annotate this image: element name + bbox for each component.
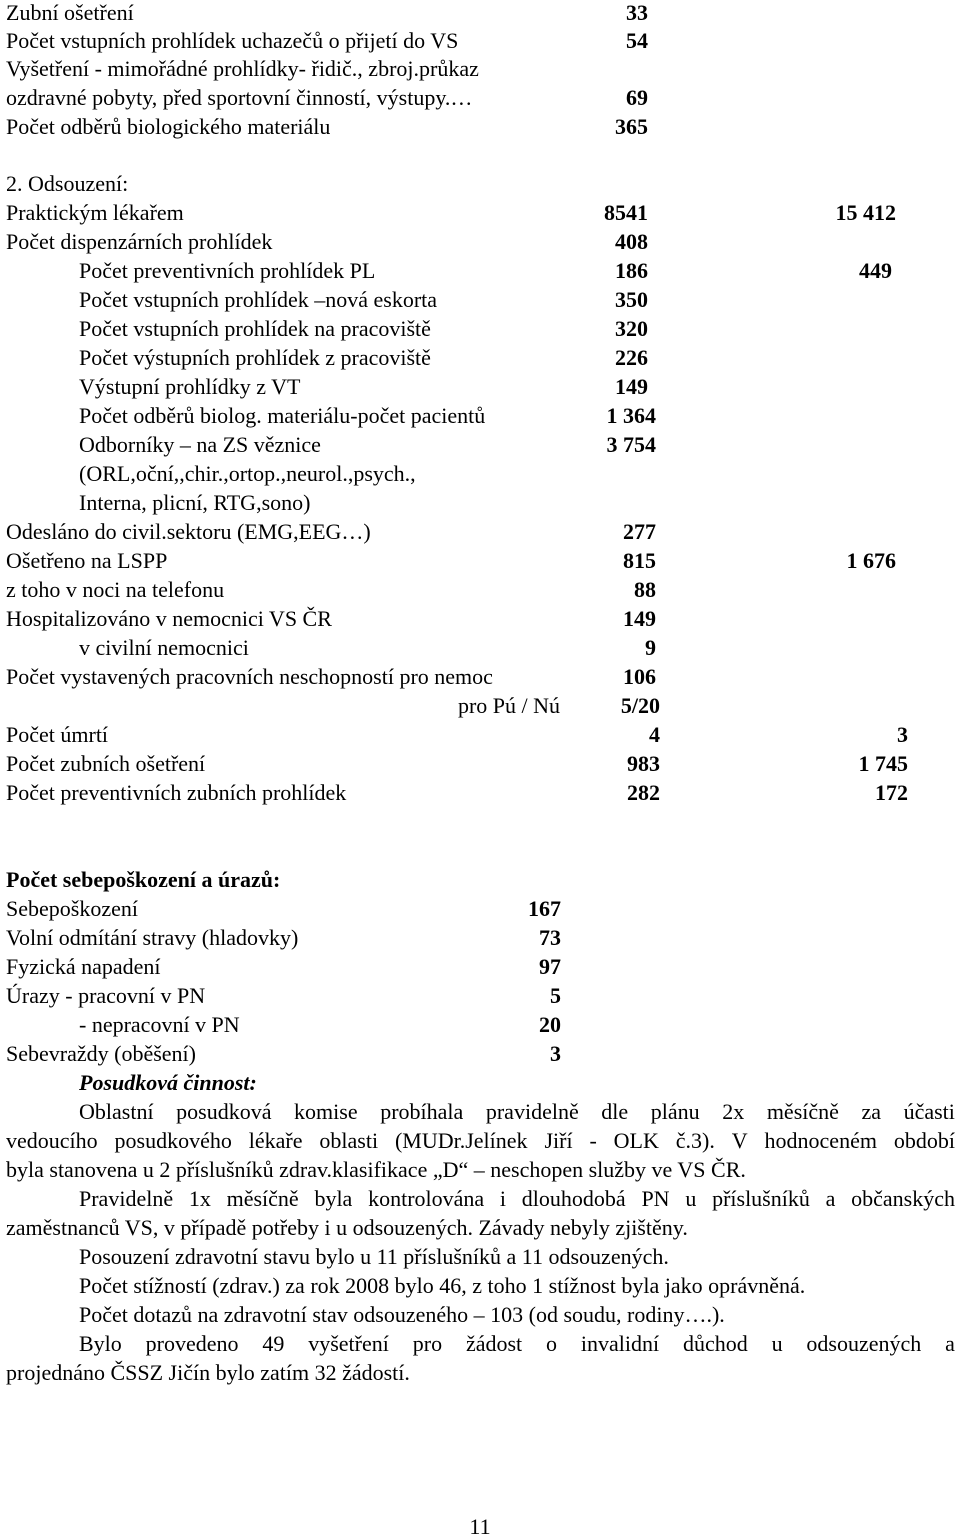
row-label: Odesláno do civil.sektoru (EMG,EEG…): [6, 519, 371, 544]
row-label: Praktickým lékařem: [6, 200, 184, 225]
row-value: 106: [623, 664, 656, 689]
word: hodnoceném: [764, 1128, 877, 1153]
row-label: ozdravné pobyty, před sportovní činností, výstupy.…: [6, 85, 473, 110]
word: plánu: [650, 1099, 700, 1124]
word: a: [945, 1331, 955, 1356]
row-label: Počet preventivních zubních prohlídek: [6, 780, 347, 805]
word: oblasti: [319, 1128, 379, 1153]
word: PN: [641, 1186, 670, 1211]
row-value: 5/20: [620, 693, 660, 718]
row-extra: 1 676: [846, 548, 896, 573]
word: 49: [262, 1331, 285, 1356]
word: občanských: [851, 1186, 955, 1211]
word: invalidní: [580, 1331, 660, 1356]
paragraph-line: [79, 1186, 955, 1212]
row-label: Interna, plicní, RTG,sono): [79, 490, 311, 515]
row-value: 186: [615, 258, 648, 283]
row-value: 69: [626, 85, 648, 110]
row-value: 33: [626, 0, 648, 25]
row-label: pro Pú / Nú: [457, 693, 560, 718]
word: V: [731, 1128, 748, 1153]
word: pro: [412, 1331, 443, 1356]
word: 1x: [188, 1186, 211, 1211]
section-heading: Počet sebepoškození a úrazů:: [6, 867, 281, 892]
word: období: [893, 1128, 955, 1153]
word: komise: [294, 1099, 358, 1124]
row-value: 20: [539, 1012, 561, 1037]
row-value: 282: [627, 780, 660, 805]
word: za: [861, 1099, 882, 1124]
word: lékaře: [248, 1128, 303, 1153]
word: žádost: [465, 1331, 523, 1356]
row-label: Počet úmrtí: [6, 722, 109, 747]
paragraph-line: Počet stížností (zdrav.) za rok 2008 bylo 46, z toho 1 stížnost byla jako oprávněná.: [79, 1273, 806, 1298]
page-number: 11: [469, 1514, 491, 1539]
row-value: 4: [649, 722, 660, 747]
word: vedoucího: [6, 1128, 98, 1153]
row-label: Ošetřeno na LSPP: [6, 548, 168, 573]
word: č.3).: [675, 1128, 715, 1153]
word: vyšetření: [308, 1331, 389, 1356]
word: probíhala: [380, 1099, 464, 1124]
paragraph-line: zaměstnanců VS, v případě potřeby i u odsouzených. Závady nebyly zjištěny.: [6, 1215, 688, 1240]
row-value: 408: [615, 229, 648, 254]
row-value: 226: [615, 345, 648, 370]
row-label: Sebepoškození: [6, 896, 138, 921]
row-value: 3 754: [606, 432, 656, 457]
row-label: Počet výstupních prohlídek z pracoviště: [79, 345, 431, 370]
row-label: Počet odběrů biologického materiálu: [6, 114, 331, 139]
word: měsíčně: [766, 1099, 839, 1124]
word: Oblastní: [79, 1099, 154, 1124]
word: provedeno: [145, 1331, 239, 1356]
word: a: [825, 1186, 836, 1211]
word: Bylo: [79, 1331, 122, 1356]
row-extra: 1 745: [858, 751, 908, 776]
paragraph-line: [6, 1128, 955, 1154]
row-label: Počet vstupních prohlídek na pracoviště: [79, 316, 431, 341]
row-label: (ORL,oční,,chir.,ortop.,neurol.,psych.,: [79, 461, 416, 486]
word: byla: [314, 1186, 353, 1211]
row-value: 3: [550, 1041, 561, 1066]
row-label: Počet vstupních prohlídek –nová eskorta: [79, 287, 438, 312]
row-value: 54: [626, 28, 648, 53]
row-extra: 3: [897, 722, 908, 747]
row-label: Vyšetření - mimořádné prohlídky- řidič., zbroj.průkaz: [6, 56, 479, 81]
paragraph-line: byla stanovena u 2 příslušníků zdrav.klasifikace „D“ – neschopen služby ve VS ČR.: [6, 1157, 746, 1182]
row-label: Počet preventivních prohlídek PL: [79, 258, 376, 283]
word: odsouzených: [806, 1331, 922, 1356]
row-value: 149: [623, 606, 656, 631]
row-label: Fyzická napadení: [6, 954, 161, 979]
word: (MUDr.Jelínek: [394, 1128, 528, 1153]
paragraph-line: Posouzení zdravotní stavu bylo u 11 příslušníků a 11 odsouzených.: [79, 1244, 669, 1269]
row-label: Počet odběrů biolog. materiálu-počet pacientů: [79, 403, 486, 428]
row-label: Počet vystavených pracovních neschopností pro nemoc: [6, 664, 493, 689]
word: -: [589, 1128, 597, 1153]
word: OLK: [613, 1128, 659, 1153]
row-label: Úrazy - pracovní v PN: [6, 983, 206, 1008]
row-label: Počet vstupních prohlídek uchazečů o přijetí do VS: [6, 28, 459, 53]
row-value: 9: [645, 635, 656, 660]
word: u: [771, 1331, 783, 1356]
row-value: 88: [634, 577, 656, 602]
word: dle: [601, 1099, 629, 1124]
row-value: 320: [615, 316, 648, 341]
word: pravidelně: [485, 1099, 579, 1124]
word: měsíčně: [226, 1186, 299, 1211]
word: účasti: [903, 1099, 955, 1124]
word: důchod: [682, 1331, 748, 1356]
row-label: Počet dispenzárních prohlídek: [6, 229, 273, 254]
row-value: 365: [615, 114, 648, 139]
paragraph-line: projednáno ČSSZ Jičín bylo zatím 32 žádostí.: [6, 1360, 410, 1385]
row-extra: 15 412: [835, 200, 896, 225]
row-label: Výstupní prohlídky z VT: [79, 374, 301, 399]
row-label: Odborníky – na ZS věznice: [79, 432, 321, 457]
row-label: v civilní nemocnici: [79, 635, 249, 660]
paragraph-line: Počet dotazů na zdravotní stav odsouzeného – 103 (od soudu, rodiny….).: [79, 1302, 725, 1327]
paragraph-line: [79, 1331, 955, 1357]
row-label: - nepracovní v PN: [79, 1012, 240, 1037]
row-value: 8541: [604, 200, 648, 225]
row-value: 815: [623, 548, 656, 573]
word: Pravidelně: [79, 1186, 174, 1211]
word: o: [546, 1331, 557, 1356]
word: posudková: [176, 1099, 272, 1124]
row-extra: 172: [875, 780, 908, 805]
row-value: 5: [550, 983, 561, 1008]
row-label: Sebevraždy (oběšení): [6, 1041, 196, 1066]
row-value: 277: [623, 519, 656, 544]
word: u: [685, 1186, 697, 1211]
row-value: 73: [539, 925, 561, 950]
word: posudkového: [114, 1128, 232, 1153]
word: dlouhodobá: [521, 1186, 626, 1211]
row-value: 149: [615, 374, 648, 399]
row-value: 350: [615, 287, 648, 312]
word: kontrolována: [368, 1186, 485, 1211]
row-label: Volní odmítání stravy (hladovky): [6, 925, 299, 950]
row-value: 1 364: [606, 403, 656, 428]
row-value: 983: [627, 751, 660, 776]
row-label: Hospitalizováno v nemocnici VS ČR: [6, 606, 332, 631]
row-extra: 449: [859, 258, 892, 283]
section-heading: 2. Odsouzení:: [6, 171, 129, 196]
row-value: 167: [528, 896, 561, 921]
row-label: Počet zubních ošetření: [6, 751, 206, 776]
row-label: z toho v noci na telefonu: [6, 577, 225, 602]
paragraph-line: [79, 1099, 955, 1125]
row-value: 97: [539, 954, 561, 979]
section-heading: Posudková činnost:: [79, 1070, 257, 1095]
row-label: Zubní ošetření: [6, 0, 134, 25]
word: příslušníků: [712, 1186, 810, 1211]
word: Jiří: [544, 1128, 573, 1153]
word: i: [499, 1186, 507, 1211]
word: 2x: [722, 1099, 745, 1124]
